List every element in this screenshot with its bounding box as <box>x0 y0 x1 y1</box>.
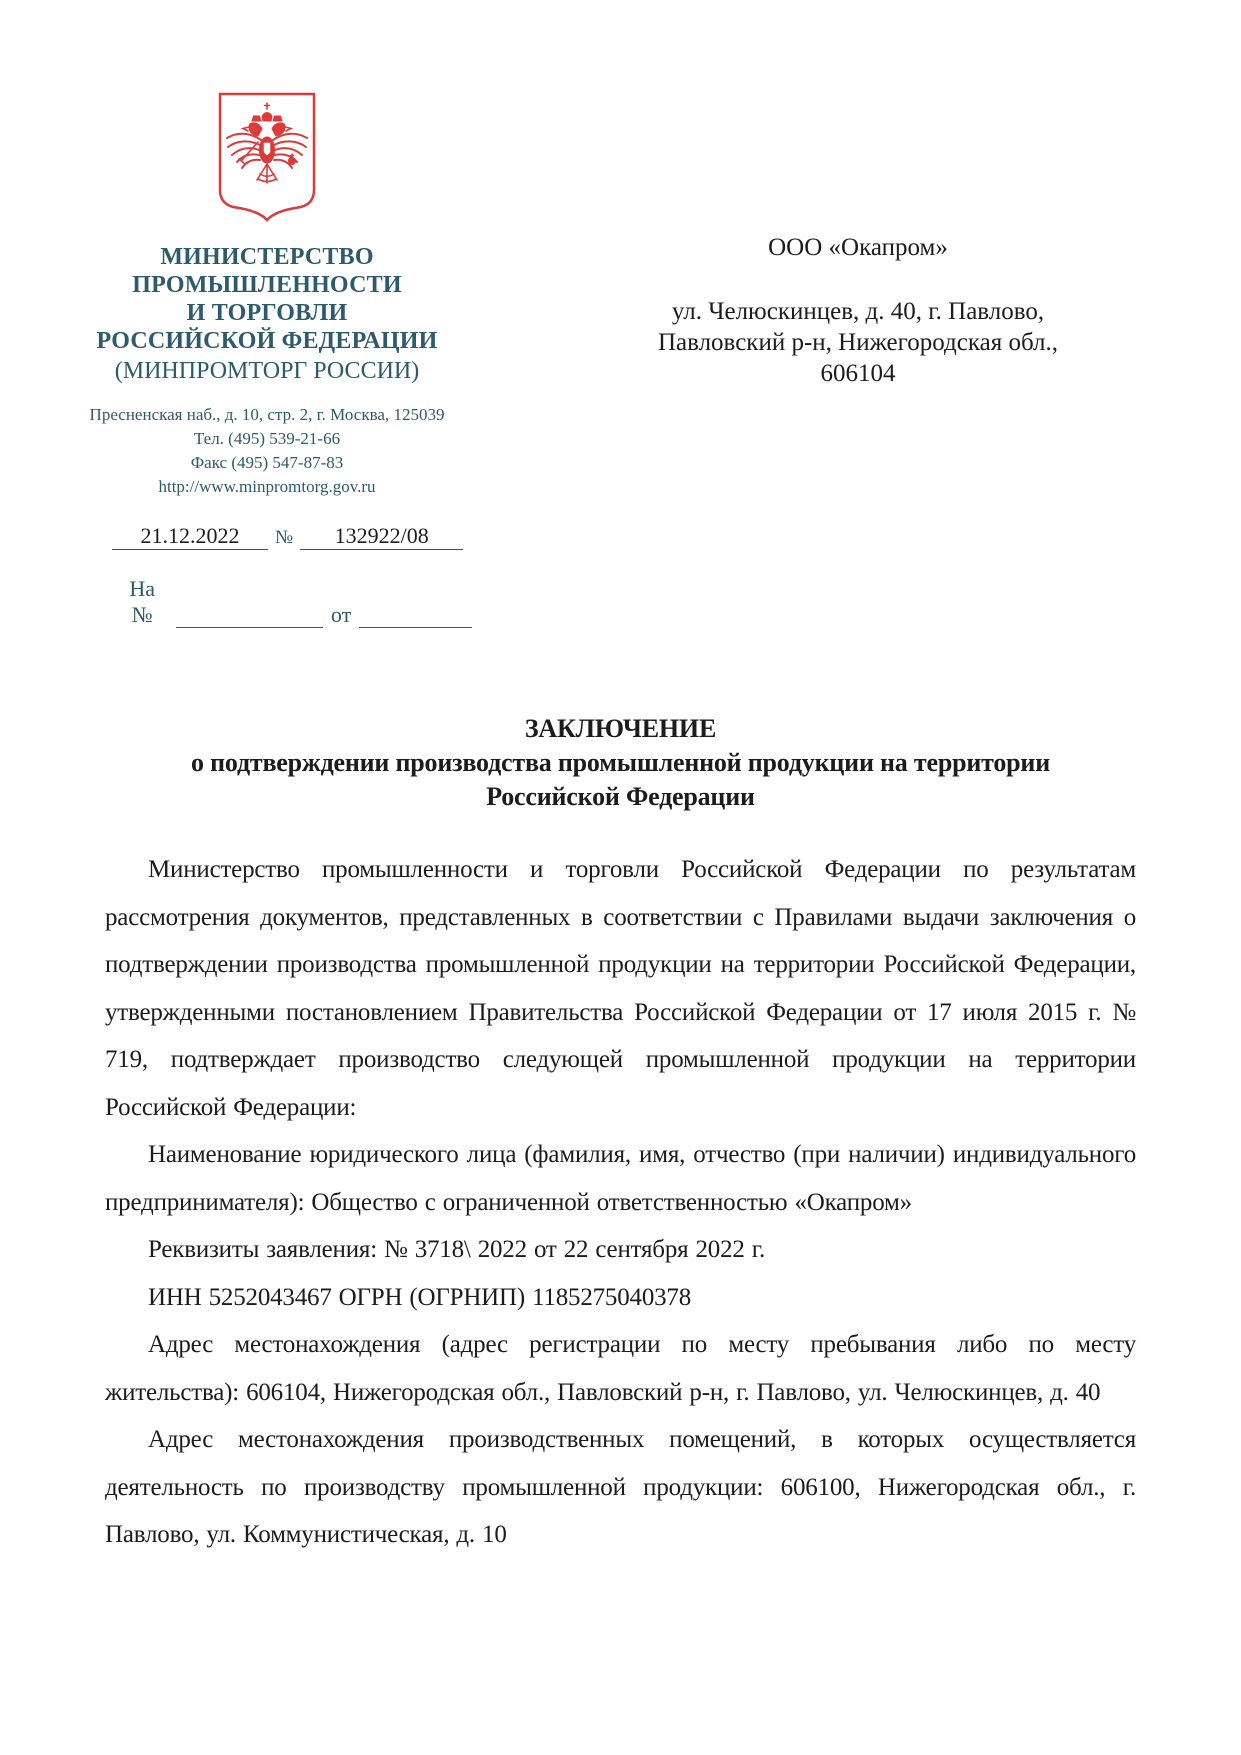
outgoing-date-number-row <box>62 523 472 550</box>
document-subtitle-line-1: о подтверждении производства промышленной продукции на территории <box>191 748 1050 777</box>
reference-number-blank-field <box>176 627 323 628</box>
document-title-block <box>105 712 1136 814</box>
reference-number-label: На № <box>129 576 155 627</box>
document-title: ЗАКЛЮЧЕНИЕ <box>524 714 717 743</box>
recipient-address-line-3: 606104 <box>820 360 896 387</box>
body-paragraph-production-address: Адрес местонахождения производственных помещений, в которых осуществляется деятельность по производству промышленной продукции: 606100, Нижегородская обл., г. Павлово, ул. Коммунистическая, д. 10 <box>105 1426 1136 1548</box>
coat-of-arms-icon <box>215 90 319 229</box>
ministry-name-line-4: РОССИЙСКОЙ ФЕДЕРАЦИИ <box>96 328 438 354</box>
recipient-address-line-2: Павловский р-н, Нижегородская обл., <box>657 329 1059 356</box>
outgoing-date-field: 21.12.2022 <box>112 523 268 550</box>
ministry-phone: Тел. (495) 539-21-66 <box>193 429 341 448</box>
recipient-block <box>648 232 1068 389</box>
ministry-name-line-3: И ТОРГОВЛИ <box>186 300 348 326</box>
body-paragraph-inn-ogrn: ИНН 5252043467 ОГРН (ОГРНИП) 1185275040378 <box>148 1283 692 1311</box>
body-paragraph-registration-address: Адрес местонахождения (адрес регистрации по месту пребывания либо по месту жительства): 606104, Нижегородская обл., Павловский р-н, г. Павлово, ул. Челюскинцев, д. 40 <box>105 1331 1136 1406</box>
ministry-postal-address: Пресненская наб., д. 10, стр. 2, г. Москва, 125039 <box>89 405 445 424</box>
reference-date-blank-field <box>359 627 472 628</box>
document-body <box>105 846 1136 1559</box>
letterhead <box>62 90 472 628</box>
ministry-name-line-1: МИНИСТЕРСТВО <box>160 244 374 270</box>
reference-number-row <box>62 576 472 628</box>
reference-date-label: от <box>330 602 352 627</box>
ministry-name-line-2: ПРОМЫШЛЕННОСТИ <box>132 272 402 298</box>
recipient-address-line-1: ул. Челюскинцев, д. 40, г. Павлово, <box>671 298 1045 325</box>
number-sign-label: № <box>275 527 294 548</box>
ministry-website: http://www.minpromtorg.gov.ru <box>158 477 376 496</box>
ministry-fax: Факс (495) 547-87-83 <box>190 453 344 472</box>
body-paragraph-legal-entity: Наименование юридического лица (фамилия, имя, отчество (при наличии) индивидуального предпринимателя): Общество с ограниченной ответственностью «Окапром» <box>105 1141 1136 1216</box>
document-subtitle-line-2: Российской Федерации <box>486 782 755 811</box>
body-paragraph-application-details: Реквизиты заявления: № 3718\ 2022 от 22 сентября 2022 г. <box>148 1236 766 1263</box>
outgoing-number-field: 132922/08 <box>300 523 463 550</box>
body-paragraph-intro: Министерство промышленности и торговли Российской Федерации по результатам рассмотрения документов, представленных в соответствии с Правилами выдачи заключения о подтверждении производства промышленной продукции на территории Российской Федерации, утвержденными постановлением Правительства Российской Федерации от 17 июля 2015 г. № 719, подтверждает производство следующей промышленной продукции на территории Российской Федерации: <box>105 856 1136 1121</box>
ministry-short-name: (МИНПРОМТОРГ РОССИИ) <box>114 358 420 384</box>
recipient-name: ООО «Окапром» <box>768 234 948 261</box>
